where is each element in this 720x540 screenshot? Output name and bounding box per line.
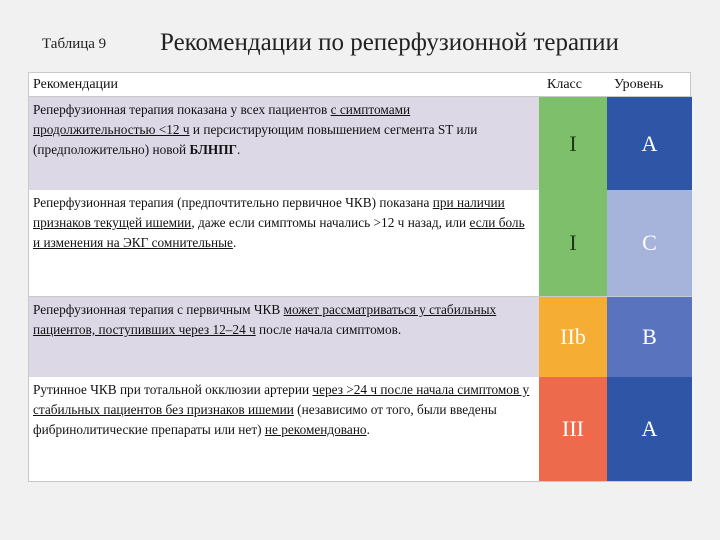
table-row (29, 97, 692, 190)
header-level: Уровень (614, 77, 664, 92)
text-segment-underlined: при наличии признаков текущей ишемии (33, 195, 505, 230)
table-row (29, 377, 692, 481)
text-segment-bold: БЛНПГ (189, 142, 238, 157)
header-class: Класс (547, 77, 582, 92)
level-cell: A (607, 97, 692, 190)
recommendation-text (29, 377, 539, 481)
text-segment: Рутинное ЧКВ при тотальной окклюзии артерии (33, 382, 313, 397)
text-segment: , даже если симптомы начались >12 ч назад, или (191, 215, 470, 230)
text-segment: (независимо от того, были введены фибринолитические препараты или нет) (33, 402, 497, 437)
table-caption-title: Рекомендации по реперфузионной терапии (160, 29, 619, 56)
class-cell: I (539, 97, 607, 190)
text-segment-underlined: может рассматриваться у стабильных пациентов, поступивших через 12–24 ч (33, 302, 497, 337)
text-segment-underlined: через >24 ч после начала симптомов у стабильных пациентов без признаков ишемии (33, 382, 530, 417)
class-cell: IIb (539, 297, 607, 377)
level-cell: B (607, 297, 692, 377)
recommendation-text (29, 297, 539, 377)
table-row (29, 297, 692, 377)
recommendation-text (29, 97, 539, 190)
recommendation-text (29, 190, 539, 296)
table-caption-number: Таблица 9 (42, 36, 107, 52)
text-segment: Реперфузионная терапия (предпочтительно первичное ЧКВ) показана (33, 195, 433, 210)
class-cell: I (539, 190, 607, 296)
text-segment: . (237, 142, 241, 157)
text-segment-underlined: не рекомендовано (264, 422, 367, 437)
text-segment: и персистирующим повышением сегмента ST или (предположительно) новой (33, 122, 478, 157)
class-cell: III (539, 377, 607, 481)
header-recommendations: Рекомендации (33, 77, 119, 92)
text-segment: . (232, 235, 237, 250)
text-segment-underlined: если боль и изменения на ЭКГ сомнительные (33, 215, 525, 250)
text-segment: . (366, 422, 370, 437)
table-header-row (29, 73, 692, 97)
text-segment: Реперфузионная терапия показана у всех пациентов (33, 102, 331, 117)
text-segment: Реперфузионная терапия с первичным ЧКВ (33, 302, 284, 317)
table-row (29, 190, 692, 297)
text-segment-underlined: с симптомами продолжительностью <12 ч (33, 102, 411, 137)
level-cell: A (607, 377, 692, 481)
recommendations-table (28, 72, 691, 482)
text-segment: после начала симптомов. (255, 322, 402, 337)
level-cell: C (607, 190, 692, 296)
